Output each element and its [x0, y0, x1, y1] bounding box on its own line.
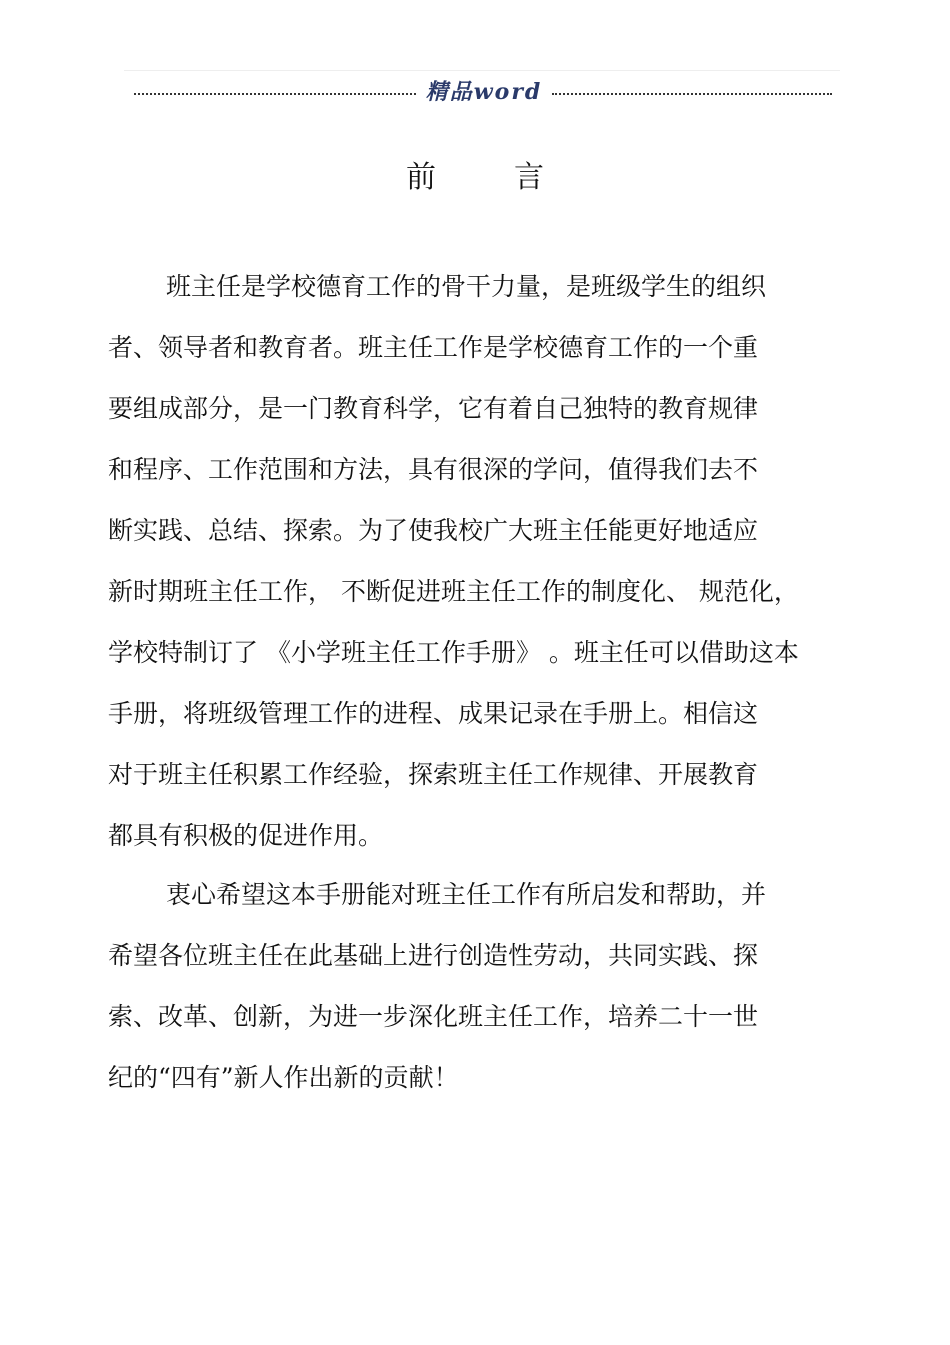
paragraph-line: 要组成部分，是一门教育科学，它有着自己独特的教育规律 — [108, 394, 759, 423]
paragraph-line: 新时期班主任工作， 不断促进班主任工作的制度化、 规范化， — [108, 577, 799, 606]
paragraph-line: 都具有积极的促进作用。 — [108, 821, 384, 850]
paragraph-line: 班主任是学校德育工作的骨干力量，是班级学生的组织 — [166, 272, 767, 301]
header-dotted-line-left — [134, 93, 416, 95]
paragraph-line: 对于班主任积累工作经验，探索班主任工作规律、开展教育 — [108, 760, 759, 789]
paragraph-line: 纪的“四有”新人作出新的贡献！ — [108, 1063, 459, 1092]
title-char-left: 前 — [406, 160, 436, 195]
header-dotted-line-right — [552, 93, 832, 95]
paragraph-line: 断实践、总结、探索。为了使我校广大班主任能更好地适应 — [108, 516, 759, 545]
header-watermark-text: 精品word — [425, 79, 543, 105]
paragraph-line: 学校特制订了 《小学班主任工作手册》 。班主任可以借助这本 — [108, 638, 799, 667]
paragraph-line: 者、领导者和教育者。班主任工作是学校德育工作的一个重 — [108, 333, 759, 362]
page-header — [124, 70, 840, 107]
title-char-right: 言 — [514, 160, 544, 195]
paragraph-line: 索、改革、创新，为进一步深化班主任工作，培养二十一世 — [108, 1002, 759, 1031]
paragraph-line: 衷心希望这本手册能对班主任工作有所启发和帮助，并 — [166, 880, 767, 909]
paragraph-line: 手册，将班级管理工作的进程、成果记录在手册上。相信这 — [108, 699, 759, 728]
paragraph-1 — [108, 256, 848, 866]
paragraph-line: 希望各位班主任在此基础上进行创造性劳动，共同实践、探 — [108, 941, 759, 970]
paragraph-line: 和程序、工作范围和方法，具有很深的学问，值得我们去不 — [108, 455, 759, 484]
page-title — [0, 152, 950, 196]
paragraph-2 — [108, 864, 848, 1108]
